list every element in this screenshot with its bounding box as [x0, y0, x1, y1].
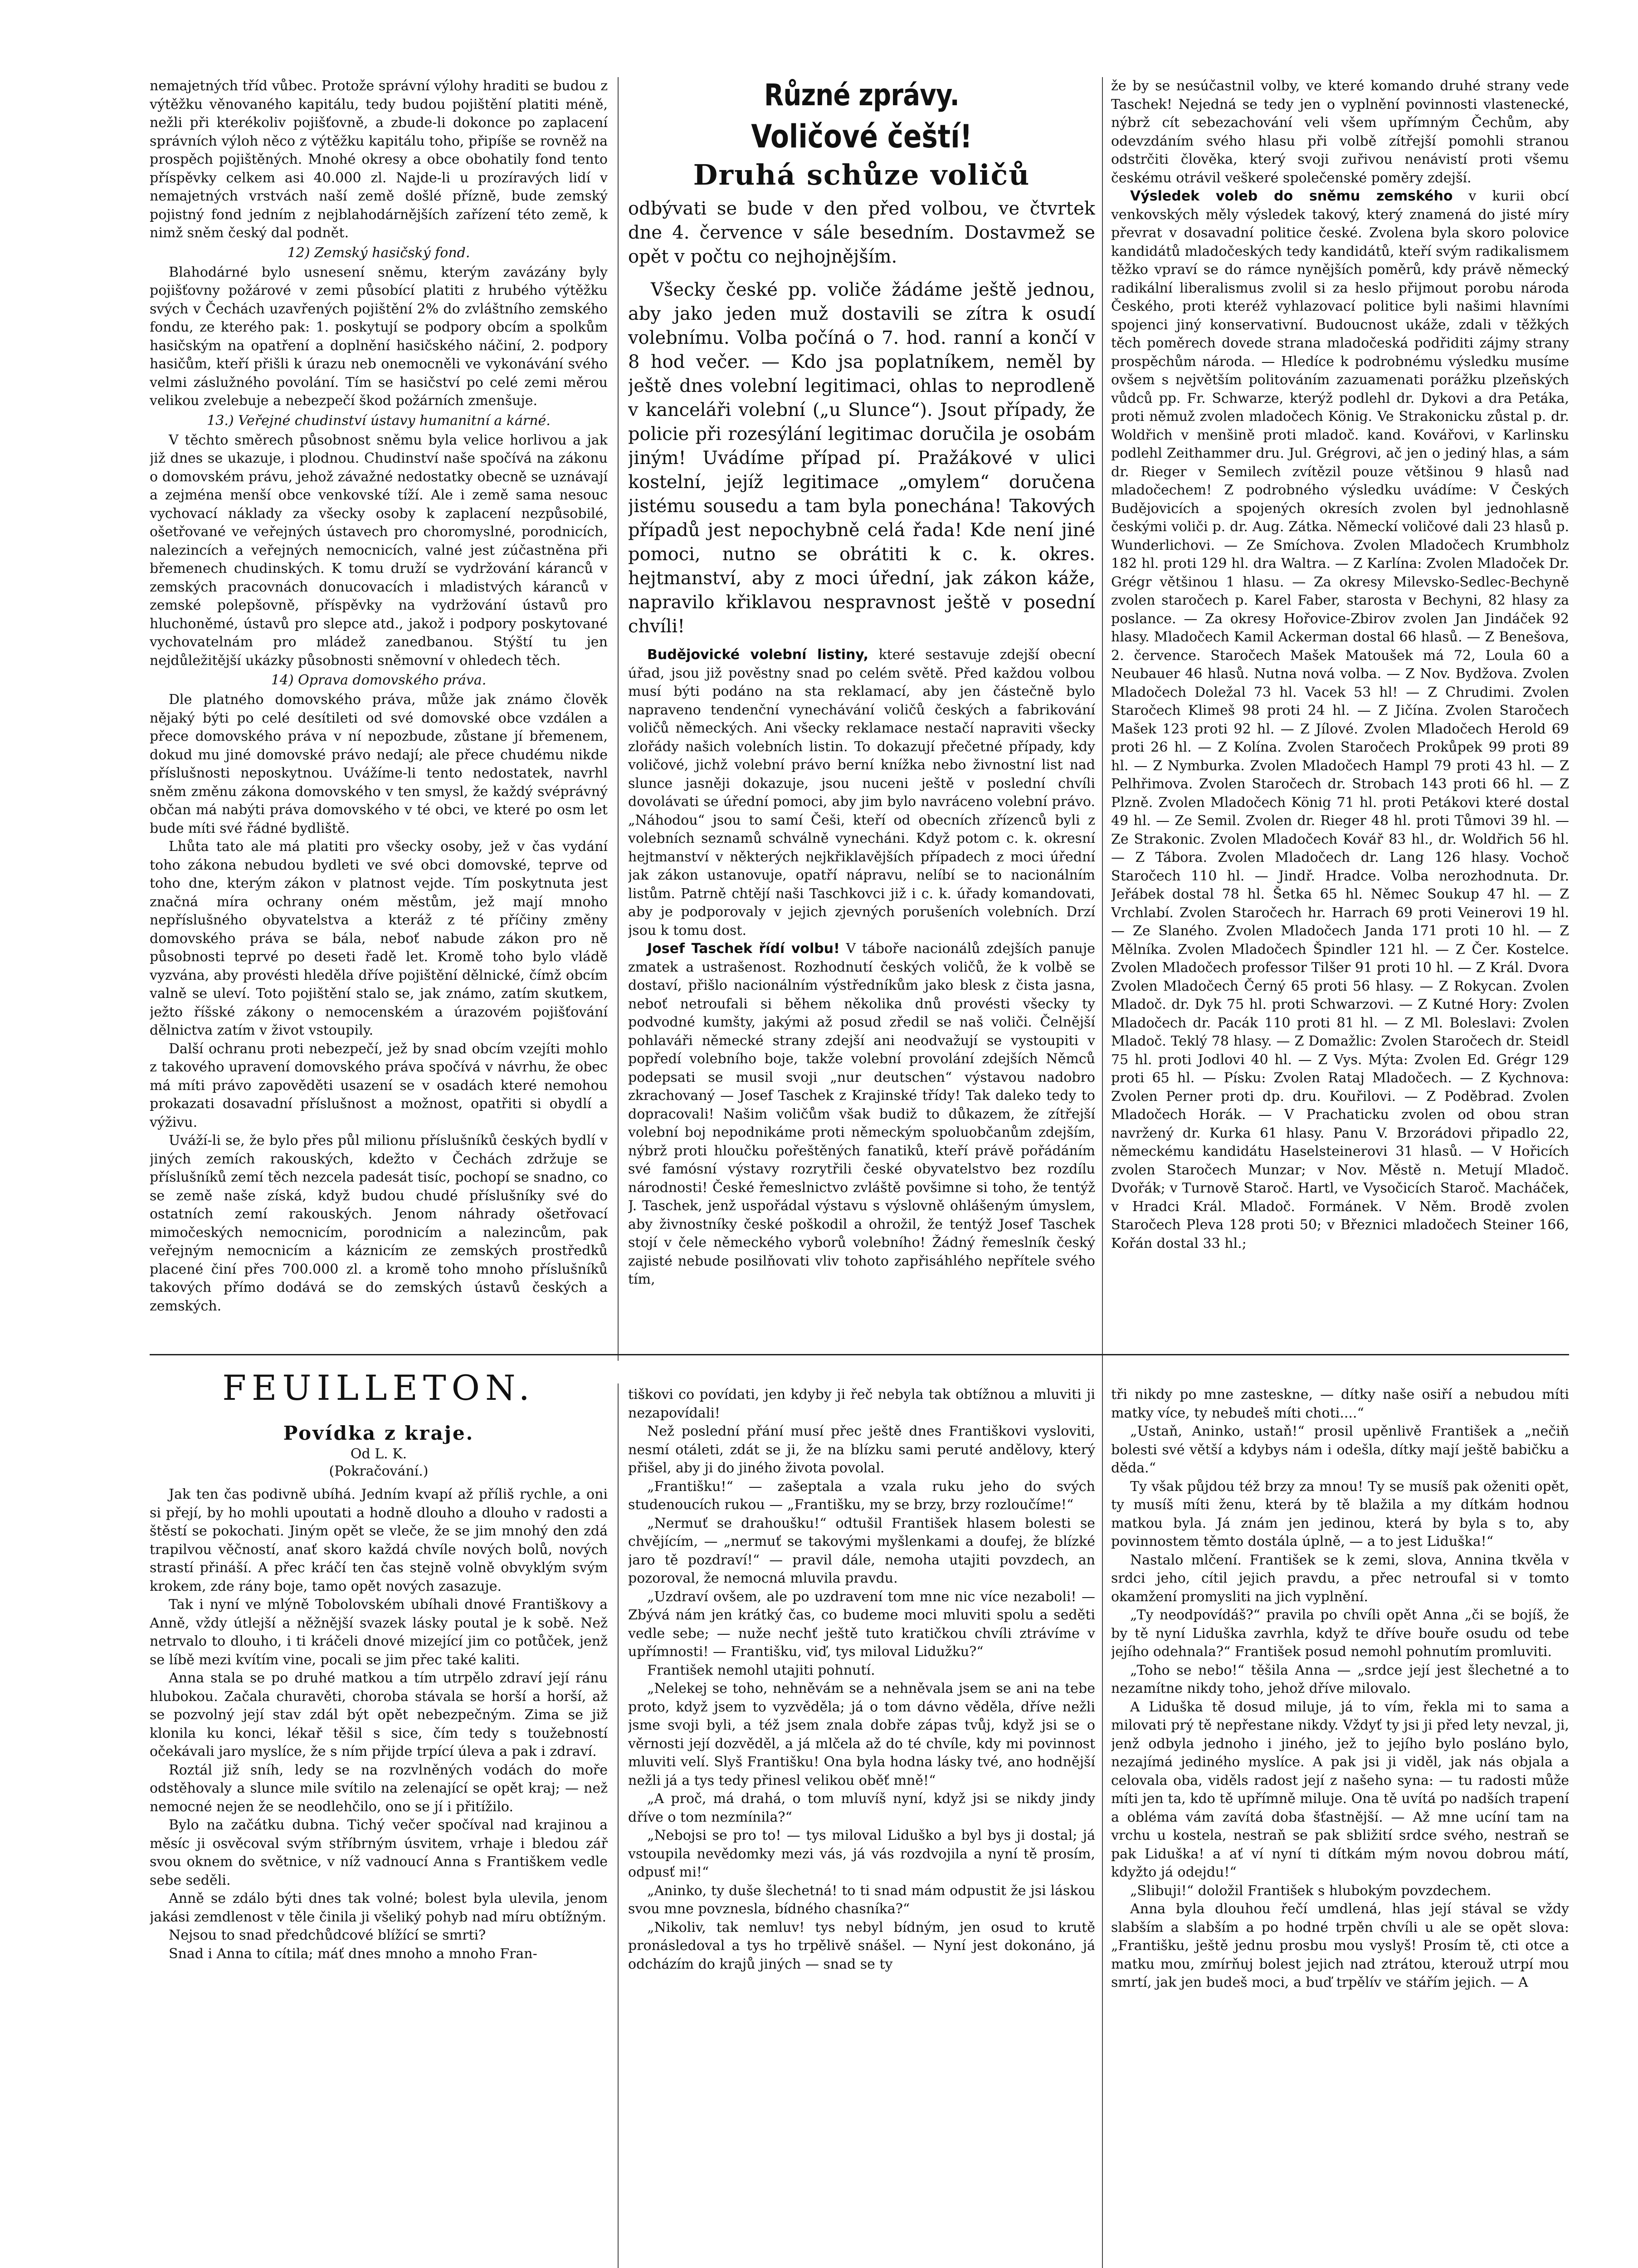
paragraph: „Slibuji!“ doložil František s hlubokým povzdechem.: [1130, 1882, 1492, 1899]
paragraph: A Liduška tě dosud miluje, já to vím, řekla mi to sama a milovati prý tě nepřestane nikdy. Vždyť ty jsi ji před lety nevzal, ji, jenž odbyla jednoho i jiného, jež to jejího bylo posláno bylo, nezajímá jediného myslíce. A pak jsi ji viděl, jak nás objala a celovala oba, viděls radost její z našeho syna: — tu radosti může míti jen ta, kdo tě upřímně miluje. Ona tě uvítá po nadších trapení a obléma vám zavítá doba šťastnější. — Až mne ucíní tam na vrchu u kostela, nestraň se pak sbližití srdce svého, nestraň se pak Liduška! a ať ví nyní ti dítkám mým novou dobrou mátí, kdyžto já odejdu!“: [1111, 1699, 1569, 1880]
paragraph: Jak ten čas podivně ubíhá. Jedním kvapí až příliš rychle, a oni si přejí, by ho mohli upoutati a hodně dlouho a dlouho v radosti a štěstí se pokochati. Jiným opět se vleče, že se jim mnohý den zdá trapilvou věčností, anať skoro každá chvíle nových bolů, nových strastí přináší. A přec kráčí ten čas stejně volně obvyklým svým krokem, zde rány boje, tamo opět nových zasazuje.: [150, 1486, 608, 1594]
column-rule-1: [618, 77, 619, 1361]
news-item-body: které sestavuje zdejší obecní úřad, jsou již pověstny snad po celém světě. Před každou volbou musí býti podáno na sta reklamací, aby jen částečně bylo napraveno tendenční vynechávání voličů českých a fabrikování voličů německých. Ani všecky reklamace nestačí napraviti všecky zlořády našich volebních listin. To dokazují přečetné případy, kdy voličové, jichž volební právo berní knížka nebo živnostní list nad slunce jasněji dokazuje, jsou nuceni ještě v poslední chvíli dovolávati se úřední pomoci, aby jim bylo navráceno volební právo. „Náhodou“ jsou to samí Češi, kteří od obecních zřízenců byli z volebních seznamů schválně vynecháni. Když potom c. k. okresní hejtmanství v některých nejkřiklavějších případech z moci úřední jak zákon ustanovuje, opatří nápravu, nelíbí se to nacionálním listům. Patrně chtějí naši Taschkovci již i c. k. úřady komandovati, aby je podporovaly v jejich zjevných porušeních volebních. Drzí jsou k tomu dost.: [628, 647, 1095, 938]
announcement-text: Všecky české pp. voliče žádáme ještě jednou, aby jako jeden muž dostavili se zítra k osudí volebnímu. Volba počíná o 7. hod. ranní a končí v 8 hod večer. — Kdo jsa poplatníkem, neměl by ještě dnes volební legitimaci, ohlas to neprodleně v kanceláři volební („u Slunce“). Jsout případy, že policie při rozesýlání legitimac doručila je osobám jiným! Uvádíme případ pí. Pražákové v ulici kostelní, jejíž legitimace „omylem“ doručena jistému sousedu a tam byla ponechána! Takových případů jest nepochybně celá řada! Kde není jiné pomoci, nutno se obrátiti k c. k. okres. hejtmanství, aby z moci úřední, jak zákon káže, napravilo křiklavou nespravnost ještě v posední chvíli!: [628, 279, 1095, 637]
paragraph: Další ochranu proti nebezpečí, jež by snad obcím vzejíti mohlo z takového upravení domovského práva spočívá v návrhu, že obec má míti právo zapověděti usazení se v osadách které nemohou prokazati dosavadní příslušnost a možnost, opatřiti si obydlí a výživu.: [150, 1041, 608, 1130]
paragraph: tři nikdy po mne zasteskne, — dítky naše osiří a nebudou míti matky více, ty nebudeš míti choti....“: [1111, 1387, 1569, 1421]
paragraph: „Toho se nebo!“ těšila Anna — „srdce její jest šlechetné a to nezamítne nikdy toho, jehož dříve milovalo.: [1111, 1662, 1569, 1696]
column-middle: [628, 77, 1095, 1393]
news-item-lead: Výsledek voleb do sněmu zemského: [1130, 188, 1453, 204]
paragraph: že by se nesúčastnil volby, ve které komando druhé strany vede Taschek! Nejedná se tedy jen o vyplnění povinnosti vlastenecké, nýbrž cít sebezachování veli všem upřímným Čechům, aby odevzdáním svého hlasu při volbě zítřejší pomohli stranou odstrčiti člověka, který svoji zuřivou nenávistí proti všemu českému otrávil veškeré společenské poměry zdejší.: [1111, 78, 1569, 186]
paragraph: „Ty neodpovídáš?“ pravila po chvíli opět Anna „či se bojíš, že by tě nyní Liduška zavrhla, když te dříve bouře osudu od tebe jejího odehnala?“ František posud nemohl pohnutím promluviti.: [1111, 1607, 1569, 1660]
news-item-body: V táboře nacionálů zdejších panuje zmatek a ustrašenost. Rozhodnutí českých voličů, že k volbě se dostaví, přišlo nacionálním výstředníkům jako blesk z čista jasna, neboť netroufali si během několika dnů provésti všecky ty podvodné kumšty, jakými až posud zředil se naš voliči. Čelnější pohlaváři německé strany zdejší ani neodvažují se vystoupiti v popředí volebního boje, takže volební provolání zdejších Němců podepsati se musil svoji „nur deutschen“ výstavou nadobro zkrachovaný — Josef Taschek z Krajinské třídy! Tak daleko tedy to dopracovali! Našim voličům však budiž to důkazem, že zítřejší volební boj nepodnikáme proti německým spoluobčanům zdejším, nýbrž proti hloučku pořeštěných fanatiků, kteří právě pořádáním své famósní výstavy rozrytřili české obyvatelstvo bez rozdílu národnosti! České řemeslnictvo zvláště povšimne si toho, že tentýž J. Taschek, jenž uspořádal výstavu s výslovně ohlášeným úmyslem, aby živnostníky české poškodil a ohrožil, že tentýž Josef Taschek stojí v čele německého vyborů volebního! Žádný řemeslník český zajisté nebude posilňovati vliv tohoto zapřisáhlého nepřítele svého tím,: [628, 941, 1095, 1287]
paragraph: „Nikoliv, tak nemluv! tys nebyl bídným, jen osud to krutě pronásledoval a tys ho trpělivě snášel. — Nyní jest dokonáno, já odcházím do krajů jiných — snad se ty: [628, 1919, 1095, 1972]
news-item: [628, 646, 1095, 940]
paragraph: Nastalo mlčení. František se k zemi, slova, Annina tkvěla v srdci jeho, cítil jejich pravdu, a přec netroufal si v tomto okamžení promysliti na jich vyplnění.: [1111, 1552, 1569, 1605]
section-subheading: 13.) Veřejné chudinství ústavy humanitní a kárné.: [207, 412, 551, 429]
headline-second-meeting: Druhá schůze voličů: [693, 158, 1030, 191]
paragraph: Anně se zdálo býti dnes tak volné; bolest byla ulevila, jenom jakási zemdlenost v těle činila ji všeliký pohyb nad míru obtížným.: [150, 1891, 608, 1925]
paragraph: Tak i nyní ve mlýně Tobolovském ubíhali dnové Františkovy a Anně, vždy útlejší a něžnější svazek lásky poutal je k sobě. Než netrvalo to dlouho, i ti kráčeli dnové mizející jim co potůček, jenž se líbě mezi kvítím vine, pocali se jim přec také kaliti.: [150, 1597, 608, 1668]
paragraph: Snad i Anna to cítila; máť dnes mnoho a mnoho Fran-: [169, 1945, 537, 1962]
paragraph: V těchto směrech působnost sněmu byla velice horlivou a jak již dnes se ukazuje, i plodnou. Chudinství naše spočívá na zákonu o domovském právu, jehož závažné nedostatky obecně se uznávají a zejména menší obce venkovské tíží. Ale i země sama nesouc vychovací náklady za všecky osoby k zaplacení nezpůsobilé, ošetřované ve veřejných ústavech pro choromyslné, porodnicích, nalezincích a veřejných nemocnicích, valné jest zúčastněna při břemenech chudinských. K tomu druží se vydržování káranců v zemských pracovnách donucovacích i mladistvých káranců v zemské polepšovně, příspěvky na vydržování ústavů pro hluchoněmé, ústavů pro slepce atd., jakož i podpory poskytované vychovatelnám pro mládež zanedbanou. Stýští tu jen nejdůležitější ukázky působnosti sněmovní v ohledech těch.: [150, 432, 608, 669]
paragraph: nemajetných tříd vůbec. Protože správní výlohy hraditi se budou z výtěžku věnovaného kapitálu, tedy budou pojištění platiti méně, nežli při kterékoliv pojišťovně, a zbude-li dokonce po zaplacení správních výloh něco z výtěžku kapitálu toho, připíše se rovněž na prospěch pojištěných. Mnohé okresy a obce obohatily fond tento příspěvky celkem asi 40.000 zl. Najde-li u prozíravých lidí v nemajetných vrstvách naší země došlé přízně, bude zemský pojistný fond jedním z nejblahodárnějších zařízení této země, k nimž sněm český dal podnět.: [150, 78, 608, 241]
paragraph: „A proč, má drahá, o tom mluvíš nyní, když jsi se nikdy jindy dříve o tom nezmínila?“: [628, 1791, 1095, 1825]
feuilleton-column-left: [150, 1418, 608, 2268]
paragraph: Bylo na začátku dubna. Tichý večer spočíval nad krajinou a měsíc ji osvěcoval svým stříbrným úsvitem, vrhaje i bledou zář svou oknem do světnice, v níž vadnoucí Anna s Františkem vedle sebe seděli.: [150, 1817, 608, 1888]
news-item-body: v kurii obcí venkovských měly výsledek takový, který znamená do jisté míry převrat v dosavadní politice české. Zvolena byla skoro polovice kandidátů mladočeských tedy kandidátů, kteří svým radikalismem těžko vpraví se do rámce nynějších poměrů, kdy právě německý radikální liberalismus zvolil si za heslo přijmout porobu národa Českého, proti kteréž vyhlazovací politice byli našimi hlavními spojenci jiný konservativní. Budoucnost ukáže, zdali v těžkých těch poměrech dovede strana mladočeská podřiditi zájmy strany prospěchům národa. — Hledíce k podrobnému výsledku musíme ovšem s největším politováním zazuamenati porážku plzeňských vůdců pp. Fr. Schwarze, kterýž podlehl dr. Dykovi a dra Petáka, proti němuž zvolen mladočech König. Ve Strakonicku zůstal p. dr. Woldřich v menšině proti mladoč. kand. Kovářovi, v Karlinsku podlehl Zeithammer dru. Jul. Grégrovi, ač jen o jediný hlas, a sám dr. Rieger v Semilech zvítězil pouze většinou 9 hlasů nad mladočechem! Z podrobného výsledku uvádíme: V Českých Budějovicích a spojených okresích zvolen byl jednohlasně českými voliči p. dr. Aug. Zátka. Německí voličové dali 23 hlasů p. Wunderlichovi. — Ze Smíchova. Zvolen Mladočech Krumbholz 182 hl. proti 129 hl. dra Waltra. — Z Karlína: Zvolen Mladoček Dr. Grégr většinou 1 hlasu. — Za okresy Milevsko-Sedlec-Bechyně zvolen staročech p. Karel Faber, starosta v Bechyni, 82 hlasy za poslance. — Za okresy Hořovice-Zbirov zvolen Jan Jindáček 92 hlasy. Mladočech Kamil Ackerman dostal 66 hlasů. — Z Benešova, 2. července. Staročech Mašek Matoušek má 72, Loula 60 a Neubauer 46 hlasů. Nutna nová volba. — Z Nov. Bydžova. Zvolen Mladočech Doležal 73 hl. Vacek 53 hl! — Z Chrudimi. Zvolen Staročech Klimeš 98 proti 24 hl. — Z Jičína. Zvolen Staročech Mašek 123 proti 92 hl. — Z Jílové. Zvolen Mladočech Herold 69 proti 26 hl. — Z Kolína. Zvolen Staročech Prokůpek 99 proti 89 hl. — Z Nymburka. Zvolen Mladočech Hampl 79 proti 43 hl. — Z Pelhřimova. Zvolen Staročech dr. Strobach 143 proti 66 hl. — Z Plzně. Zvolen Mladočech König 71 hl. proti Petákovi které dostal 49 hl. — Ze Semil. Zvolen dr. Rieger 48 hl. proti Tůmovi 39 hl. — Ze Strakonic. Zvolen Mladočech Kovář 83 hl., dr. Woldřich 56 hl. — Z Tábora. Zvolen Mladočech dr. Lang 126 hlasy. Vochoč Staročech 110 hl. — Jindř. Hradce. Volba nerozhodnuta. Dr. Jeřábek dostal 78 hl. Šetka 65 hl. Němec Soukup 47 hl. — Z Vrchlabí. Zvolen Staročech hr. Harrach 69 proti Veinerovi 19 hl. — Ze Slaného. Zvolen Mladočech Janda 171 proti 10 hl. — Z Mělníka. Zvolen Mladočech Špindler 121 hl. — Z Čer. Kostelce. Zvolen Mladočech professor Tilšer 91 proti 10 hl. — Z Král. Dvora Zvolen Mladočech Černý 65 proti 56 hlasy. — Z Rokycan. Zvolen Mladoč. dr. Dyk 75 hl. proti Schwarzovi. — Z Kutné Hory: Zvolen Mladočech dr. Pacák 110 proti 81 hl. — Z Ml. Boleslavi: Zvolen Mladoč. Teklý 78 hlasy. — Z Domažlic: Zvolen Staročech dr. Steidl 75 hl. proti Jodlovi 40 hl. — Z Vys. Mýta: Zvolen Ed. Grégr 129 proti 65 hl. — Písku: Zvolen Rataj Mladočech. — Z Kychnova: Zvolen Perner proti dp. dru. Kouřilovi. — Z Poděbrad. Zvolen Mladočech Horák. — V Prachaticku zvolen od obou stran navržený dr. Kurka 61 hlasy. Panu V. Brzorádovi připadlo 22, německému kandidátu Haselsteinerovi 31 hlasů. — V Hořicích zvolen Staročech Munzar; v Nov. Městě n. Metují Mladoč. Dvořák; v Turnově Staroč. Hartl, ve Vysočicích Staroč. Macháček, v Hradci Král. Mladoč. Formánek. V Něm. Brodě zvolen Staročech Pleva 128 proti 50; v Březnici mladočech Steiner 166, Kořán dostal 33 hl.;: [1111, 188, 1569, 1251]
paragraph: Anna stala se po druhé matkou a tím utrpělo zdraví její ránu hlubokou. Začala churavěti, choroba stávala se horší a horší, až se pozvolný její stav zdál být opět nebezpečným. Zima se již klonila ku konci, lékař těšil s sice, čím tedy s toužebností očekávali jaro myslíce, že s ním přijde trpící úleva a pak i zdraví.: [150, 1670, 608, 1760]
story-title: Povídka z kraje.: [283, 1422, 474, 1444]
feuilleton-header: FEUILLETON.: [222, 1368, 535, 1408]
section-subheading: 12) Zemský hasičský fond.: [287, 244, 470, 261]
paragraph: Uváží-li se, že bylo přes půl milionu příslušníků českých bydlí v jiných zemích rakouských, kdežto v Čechách zdržuje se příslušníků zemí těch nezcela padesát tisíc, pochopí se snadno, co se země naše získá, když budou chudé příslušníky své do ostatních zemí rakouských. Jenom náhrady ošetřovací mimočeských nemocnicím, porodnicím a nalezincům, pak veřejným nemocnicím a káznicím ze zemských prostředků placené činí přes 700.000 zl. a kromě toho mnoho příslušníků takových přímo dodává se do zemských ústavů českých a zemských.: [150, 1133, 608, 1314]
paragraph: „Nermuť se drahoušku!“ odtušil František hlasem bolesti se chvějícím, — „nermuť se takovými myšlenkami a doufej, že blízké jaro tě pozdraví!“ — pravil dále, nemoha utajiti povzdech, an pozoroval, že nemocná mluvila pravdu.: [628, 1515, 1095, 1586]
news-item: [1111, 187, 1569, 1253]
feuilleton-column-right: [1111, 1386, 1569, 2268]
feuilleton-column-middle: [628, 1386, 1095, 2268]
paragraph: Nejsou to snad předchůdcové blížící se smrti?: [169, 1927, 486, 1943]
paragraph: „Aninko, ty duše šlechetná! to ti snad mám odpustit že jsi láskou svou mne povznesla, bídného chasníka?“: [628, 1882, 1095, 1917]
column-rule-3: [618, 1383, 619, 2268]
paragraph: „Ustaň, Aninko, ustaň!“ prosil upěnlivě František a „nečiň bolesti své větší a kdybys nám i odešla, dítky mají ještě babičku a děda.“: [1111, 1423, 1569, 1476]
section-subheading: 14) Oprava domovského práva.: [271, 672, 487, 688]
paragraph: Roztál již sníh, ledy se na rozvlněných vodách do moře odstěhovaly a slunce mile svítilo na zelenající se opět kraj; — než nemocné nejen že se neodlehčilo, ono se jí i přitížilo.: [150, 1762, 608, 1815]
paragraph: Ty však půjdou též brzy za mnou! Ty se musíš pak oženiti opět, ty musíš míti ženu, která by tě blažila a my dítkám hodnou matkou byla. Já znám jen jedinou, která by byla s to, aby povinnostem těmto dostála úplně, — a to jest Liduška!“: [1111, 1478, 1569, 1549]
column-right: [1111, 77, 1569, 1393]
announcement-text: odbývati se bude v den před volbou, ve čtvrtek dne 4. července v sále besedním. Dostavmež se opět v počtu co nejhojnějším.: [628, 198, 1095, 267]
paragraph: Anna byla dlouhou řečí umdlená, hlas její stával se vždy slabším a slabším a po hodné trpěn chvíli u ale se opět slova: „Františku, ještě jednu prosbu mou vyslyš! Prosím tě, cti otce a matku mou, zmírňuj bolest jejich nad ztrátou, kterouž utrpí mou smrtí, jak jen budeš moci, a buď trpělív ve stářím jejich. — A: [1111, 1901, 1569, 1990]
paragraph: tiškovi co povídati, jen kdyby ji řeč nebyla tak obtížnou a mluviti ji nezapovídali!: [628, 1387, 1095, 1421]
news-item-lead: Josef Taschek řídí volbu!: [647, 941, 840, 957]
paragraph: „Uzdraví ovšem, ale po uzdravení tom mne nic více nezaboli! — Zbývá nám jen krátký čas, co budeme moci mluviti spolu a seděti vedle sebe; — nuže nechť ještě tuto kratičkou chvíli ztrávíme v upřímnosti! — Františku, viď, tys miloval Lidužku?“: [628, 1589, 1095, 1660]
section-title: Různé zprávy.: [764, 78, 959, 112]
headline-voters: Voličové čeští!: [751, 118, 972, 155]
paragraph: Dle platného domovského práva, může jak známo člověk nějaký býti po celé desítileti od své domovské obce vzdálen a přece domovského práva v ní nepozbude, zůstane jí břemenem, dokud mu jiné domovské právo nedají; ale přece chudému nikde příslušnosti neposkytnou. Uvážíme-li tento nedostatek, navrhl sněm změnu zákona domovského v ten smysl, že každý svéprávný občan má nabýti práva domovského v té obci, ve které po osm let bude míti své řádné bydliště.: [150, 692, 608, 836]
paragraph: „Nebojsi se pro to! — tys miloval Liduško a byl bys ji dostal; já vstoupila nevědomky mezi vás, já vás rozdvojila a nyní tě prosím, odpusť mi!“: [628, 1828, 1095, 1880]
paragraph: Než poslední přání musí přec ještě dnes Františkovi vysloviti, nesmí otáleti, zdát se ji, že na blízku sami peruté andělovy, který přišel, aby ji do jiného života povolal.: [628, 1423, 1095, 1476]
paragraph: František nemohl utajiti pohnutí.: [647, 1662, 875, 1678]
column-rule-2: [1102, 77, 1103, 2268]
paragraph: Lhůta tato ale má platiti pro všecky osoby, jež v čas vydání toho zákona nebudou bydleti ve své obci domovské, teprve od toho dne, kterým zákon v platnost vejde. Tím poskytnuta jest značná míra ochrany oném městům, jež mají mnoho nepříslušného obyvatelstva a kteráž z té příčiny změny domovského práva se bála, neboť nabude zákon pro ně působnosti teprvé po deseti řadě let. Kromě toho bylo vládě vyzvána, aby provésti hleděla dříve pojištění dělnické, čímž obcím valně se uleví. Toto pojištění stalo se, jak známo, zatím skutkem, ježto říšské zákony o nemocenském a úrazovém pojišťování dělnictva zatím v život vstoupily.: [150, 839, 608, 1038]
story-author: Od L. K.: [350, 1446, 407, 1462]
paragraph: „Františku!“ — zašeptala a vzala ruku jeho do svých studenoucích rukou — „Františku, my se brzy, brzy rozloučíme!“: [628, 1478, 1095, 1513]
news-item: [628, 940, 1095, 1289]
news-item-lead: Budějovické volební listiny,: [647, 647, 868, 663]
column-left: [150, 77, 608, 1356]
paragraph: „Nelekej se toho, nehněvám se a nehněvala jsem se ani na tebe proto, když jsem to vyzvěděla; já o tom dávno věděla, dříve nežli jsme svoji byli, a též jsem znala dobře zápas tvůj, když jsi se o věrnosti její dozvěděl, a já mlčela až do té chvíle, kdy mi povinnost mluviti velí. Slyš Františku! Ona byla hodna lásky tvé, ano hodnější nežli já a tys tedy přinesl velikou oběť mně!“: [628, 1681, 1095, 1789]
story-note: (Pokračování.): [329, 1463, 429, 1479]
paragraph: Blahodárné bylo usnesení sněmu, kterým zavázány byly pojišťovny požárové v zemi působící platiti z hrubého výtěžku svých v Čechách uzavřených pojištění 2% do zvláštního zemského fondu, ze kterého pak: 1. poskytují se podpory obcím a spolkům hasičským na opatření a doplnění hasičského náčiní, 2. podpory hasičům, kteří přišli k úrazu neb onemocněli ve vykonávání svého velmi záslužného povolání. Tím se hasičství po celé zemi měrou velikou zvelebuje a nebezpečí škod požárních zmenšuje.: [150, 264, 608, 409]
